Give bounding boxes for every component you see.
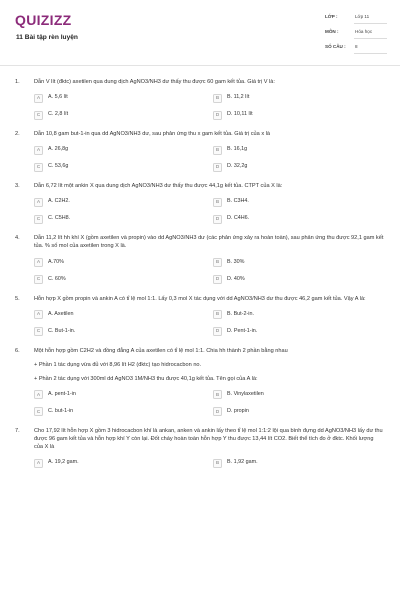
option-letter-box: B [213,459,222,468]
option-letter-box: D [213,111,222,120]
option-text: D. 10,11 lít [227,111,253,118]
option-text: C. But-1-in. [48,327,76,334]
answer-option[interactable] [34,458,209,468]
question-stem: Dẫn 6,72 lít một ankin X qua dung dịch AgNO3/NH3 dư thấy thu được 44,1g kết tủa. CTPT của X là: [34,183,283,190]
question-subpart: + Phần 2 tác dụng với 300ml dd AgNO3 1M/NH3 thu được 40,1g kết tủa. Tên gọi của A là: [34,375,258,382]
answer-option[interactable] [34,275,209,285]
question-subpart: + Phần 1 tác dụng vừa đủ với 8,96 lít H2 (đktc) tạo hidrocacbon no. [34,361,202,368]
option-letter-box: A [34,198,43,207]
option-text: B. Vinylaxetilen [227,391,264,398]
answer-option[interactable] [209,214,384,224]
option-letter-box: D [213,407,222,416]
option-text: C. 53,6g [48,163,69,170]
option-letter-box: C [34,407,43,416]
answer-options [34,145,384,172]
option-letter-box: B [213,390,222,399]
answer-option[interactable] [34,390,209,400]
option-text: A. 26,8g [48,146,69,153]
question-list [0,78,400,478]
option-text: D. 32,2g [227,163,248,170]
meta-label: SỐ CÂU : [325,44,346,49]
option-text: B. 16,1g [227,146,248,153]
option-text: A. 19,2 gam. [48,459,79,466]
option-letter-box: B [213,310,222,319]
option-letter-box: A [34,390,43,399]
answer-option[interactable] [34,407,209,417]
option-letter-box: C [34,275,43,284]
answer-option[interactable] [209,275,384,285]
answer-options [34,390,384,417]
meta-label: MÔN : [325,29,339,34]
question-number: 6. [15,347,20,354]
option-letter-box: A [34,310,43,319]
option-text: B. 1,92 gam. [227,459,258,466]
answer-option[interactable] [209,145,384,155]
option-letter-box: B [213,198,222,207]
option-letter-box: C [34,111,43,120]
answer-option[interactable] [209,407,384,417]
answer-option[interactable] [209,310,384,320]
option-text: D. 40% [227,275,245,282]
meta-row-subject [325,28,387,43]
option-letter-box: B [213,258,222,267]
meta-value: Lớp 11 [355,14,370,19]
option-text: C. but-1-in [48,408,74,415]
option-letter-box: D [213,327,222,336]
answer-options [34,93,384,120]
question-item [0,347,400,417]
answer-option[interactable] [34,258,209,268]
question-text [34,130,384,138]
option-letter-box: A [34,459,43,468]
meta-value: 8 [355,44,358,49]
answer-options [34,197,384,224]
meta-label: LỚP : [325,14,338,19]
question-item [0,78,400,120]
option-letter-box: D [213,275,222,284]
quizizz-logo: QUIZIZZ [15,12,72,28]
question-stem: Một hỗn hợp gồm C2H2 và đồng đẳng A của axetilen có tỉ lệ mol 1:1. Chia hh thành 2 phần bằng nhau [34,347,288,354]
option-text: B. But-2-in. [227,310,254,317]
meta-underline [354,53,387,54]
meta-underline [354,38,387,39]
option-text: C. 60% [48,275,66,282]
worksheet-title: 11 Bài tập rèn luyện [16,34,78,41]
question-text [34,78,384,86]
question-stem: Dẫn V lít (đktc) axetilen qua dung dịch AgNO3/NH3 dư thấy thu được 60 gam kết tủa. Giá trị V là: [34,79,275,85]
option-letter-box: C [34,163,43,172]
question-stem: Cho 17,92 lít hỗn hợp X gồm 3 hidrocacbon khí là ankan, anken và ankin lấy theo tỉ lệ mol 1:1:2 lội qua bình đựng dd AgNO3/NH3 lấy dư thu được 96 gam kết tủa và hỗn hợp khí Y còn lại. Đốt cháy hoàn toàn hỗn hợp Y thu được 13,44 lít CO2. Biết thể tích đo ở đktc. Khối lượng của X là [34,427,383,451]
answer-option[interactable] [34,214,209,224]
option-letter-box: D [213,163,222,172]
meta-row-class [325,13,387,28]
answer-option[interactable] [34,93,209,103]
answer-options [34,310,384,337]
question-item [0,427,400,468]
answer-option[interactable] [209,197,384,207]
answer-option[interactable] [34,110,209,120]
question-number: 3. [15,183,20,190]
question-text [34,347,384,383]
answer-option[interactable] [209,93,384,103]
option-text: B. C3H4. [227,198,249,205]
option-text: A. 5,6 lít [48,94,68,101]
answer-option[interactable] [34,145,209,155]
question-stem: Dẫn 11,2 lít hh khí X (gồm axetilen và propin) vào dd AgNO3/NH3 dư (các phản ứng xảy ra hoàn toàn), sau phản ứng thu được 92,1 gam kết tủa. % số mol của axetilen trong X là. [34,235,384,250]
question-item [0,130,400,172]
question-item [0,182,400,224]
answer-option[interactable] [209,458,384,468]
question-number: 5. [15,295,20,302]
option-letter-box: A [34,258,43,267]
option-text: A. Axetilen [48,310,74,317]
question-text [34,234,384,250]
question-number: 2. [15,131,20,138]
question-number: 7. [15,427,20,434]
option-letter-box: A [34,146,43,155]
answer-option[interactable] [34,327,209,337]
answer-option[interactable] [34,197,209,207]
worksheet-meta [325,13,387,58]
option-text: B. 30% [227,258,245,265]
meta-underline [354,23,387,24]
answer-option[interactable] [209,162,384,172]
worksheet-header [0,0,400,66]
answer-option[interactable] [209,390,384,400]
question-text [34,427,384,451]
question-stem: Hỗn hợp X gồm propin và ankin A có tỉ lệ mol 1:1. Lấy 0,3 mol X tác dụng với dd AgNO3/NH3 dư thu được 46,2 gam kết tủa. Vậy A là: [34,295,366,302]
meta-row-question-count [325,43,387,58]
answer-option[interactable] [34,162,209,172]
option-letter-box: C [34,215,43,224]
question-stem: Dẫn 10,8 gam but-1-in qua dd AgNO3/NH3 dư, sau phản ứng thu x gam kết tủa. Giá trị của x là [34,131,271,138]
question-number: 4. [15,235,20,242]
option-text: D. Pent-1-in. [227,327,258,334]
option-text: D. C4H6. [227,215,250,222]
option-text: A. C2H2. [48,198,70,205]
answer-option[interactable] [34,310,209,320]
option-text: C. 2,8 lít [48,111,69,118]
question-item [0,234,400,284]
option-letter-box: B [213,94,222,103]
question-text [34,295,384,303]
question-text [34,182,384,190]
answer-option[interactable] [209,327,384,337]
question-number: 1. [15,79,20,85]
answer-option[interactable] [209,258,384,268]
answer-options [34,258,384,285]
option-text: C. C5H8. [48,215,71,222]
option-text: A.70% [48,258,64,265]
question-item [0,295,400,337]
option-letter-box: D [213,215,222,224]
option-text: B. 11,2 lít [227,94,250,101]
answer-option[interactable] [209,110,384,120]
option-letter-box: B [213,146,222,155]
option-letter-box: A [34,94,43,103]
answer-options [34,458,384,468]
meta-value: Hóa học [355,29,373,34]
option-text: A. pent-1-in [48,391,76,398]
option-text: D. propin [227,408,249,415]
option-letter-box: C [34,327,43,336]
